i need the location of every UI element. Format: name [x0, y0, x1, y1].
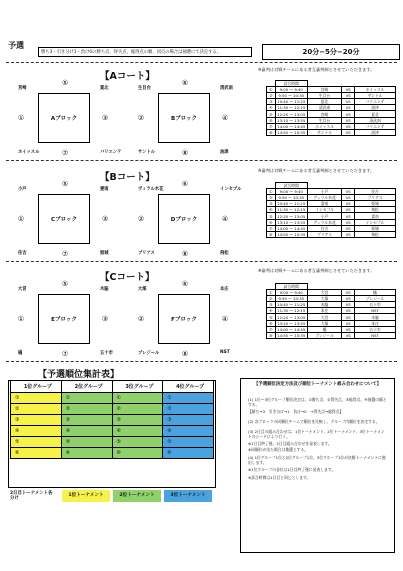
ranking-cell: ④	[112, 426, 163, 437]
away-team: 姫城	[355, 201, 396, 207]
vs-label: VS	[342, 99, 355, 105]
ranking-header: 4位グループ	[163, 381, 214, 393]
match-number: ②	[137, 315, 145, 323]
match-no: ③	[267, 99, 276, 105]
away-team: NST	[355, 308, 396, 314]
match-number: ⑦	[61, 250, 69, 258]
team-bottom-left: ブレジール	[138, 351, 160, 356]
team-bottom-right: 姫城	[100, 251, 109, 256]
match-number: ①	[17, 215, 25, 223]
method-line: (2) 各ブロックの同順位チームで順位を比較し、グループ内順位を決定する。	[248, 419, 380, 424]
match-number: ⑤	[61, 280, 69, 288]
home-team: 木脇	[307, 302, 341, 308]
team-bottom-right: 飛松	[220, 251, 229, 256]
match-time: 11:30 〜 12:15	[275, 105, 307, 111]
match-number: ⑤	[61, 79, 69, 87]
team-top-right: 夏北	[100, 86, 109, 91]
home-team: 本庄	[307, 308, 341, 314]
ranking-cell: ⑤	[163, 437, 214, 448]
ranking-table	[10, 380, 214, 459]
home-team: インセプル	[307, 207, 341, 213]
vs-label: VS	[342, 129, 355, 135]
tournament-1-label: 1位トーナメント	[62, 490, 110, 502]
match-time: 11:30 〜 12:15	[275, 308, 307, 314]
away-team: 木脇	[355, 314, 396, 320]
home-team: ヴィラル木花	[307, 195, 341, 201]
ranking-cell: ⑤	[112, 437, 163, 448]
away-team: バリエンテ	[355, 123, 396, 129]
method-line: (4) 1位グループ1位と2位グループ1位、3位グループ1位が決勝トーナメントに進出します。	[248, 455, 386, 465]
ranking-cell: ①	[11, 393, 62, 404]
home-team: 夏北	[307, 99, 341, 105]
match-no: ⑥	[267, 219, 276, 225]
home-team: 住吉	[307, 225, 341, 231]
match-time: 11:30 〜 12:15	[275, 207, 307, 213]
block-box: Dブロック	[158, 194, 210, 244]
vs-label: VS	[342, 296, 355, 302]
match-no: ⑧	[267, 231, 276, 237]
match-time: 9:00 〜 9:40	[275, 290, 307, 296]
block-box: Bブロック	[158, 93, 210, 143]
away-team: 本庄	[355, 320, 396, 326]
schedule-row	[267, 231, 396, 237]
team-top-right: 妻南	[100, 187, 109, 192]
vs-label: VS	[342, 105, 355, 111]
match-no: ④	[267, 207, 276, 213]
match-number: ⑦	[61, 149, 69, 157]
team-bottom-right: バリエンテ	[100, 150, 122, 155]
match-no: ⑧	[267, 332, 276, 338]
match-time: 10:40 〜 11:25	[275, 201, 307, 207]
ranking-row	[11, 393, 214, 404]
home-team: 大塚	[307, 296, 341, 302]
home-team: 妻南	[307, 201, 341, 207]
team-bottom-left: 橘	[18, 351, 23, 356]
away-team: ブレジール	[355, 296, 396, 302]
match-no: ④	[267, 105, 276, 111]
ranking-cell: ④	[163, 426, 214, 437]
match-number: ①	[17, 114, 25, 122]
team-bottom-right: 五十市	[100, 351, 113, 356]
vs-label: VS	[342, 117, 355, 123]
home-team: 清武南	[307, 105, 341, 111]
match-no: ⑤	[267, 213, 276, 219]
ranking-row	[11, 448, 214, 459]
team-bottom-right: 油津	[220, 150, 229, 155]
ranking-cell: ⑥	[61, 448, 112, 459]
ranking-cell: ④	[11, 426, 62, 437]
home-team: 生目台	[307, 93, 341, 99]
vs-label: VS	[342, 332, 355, 338]
match-time: 10:40 〜 11:25	[275, 99, 307, 105]
away-team: 油津	[355, 129, 396, 135]
match-no: ⑥	[267, 320, 276, 326]
away-team: バリエンテ	[355, 99, 396, 105]
team-top-left: 宮崎	[18, 86, 27, 91]
away-team: NST	[355, 332, 396, 338]
away-team: 五十市	[355, 326, 396, 332]
team-bottom-left: ブリアス	[138, 251, 155, 256]
vs-label: VS	[342, 195, 355, 201]
vs-label: VS	[342, 314, 355, 320]
team-top-right: 本庄	[220, 287, 229, 292]
schedule-row	[267, 195, 396, 201]
ranking-cell: ①	[61, 393, 112, 404]
match-number: ④	[221, 315, 229, 323]
match-time: 9:50 〜 10:35	[275, 93, 307, 99]
home-team: 大宮	[307, 290, 341, 296]
schedule-table	[266, 182, 396, 238]
referee-note: ※審判は対戦チームにある者互審判制とさせていただきます。	[258, 168, 375, 173]
team-bottom-right: NST	[220, 350, 230, 355]
vs-label: VS	[342, 308, 355, 314]
method-line: ※同順位が出た場合は抽選とする。	[248, 447, 309, 452]
match-number: ⑧	[181, 350, 189, 358]
match-number: ⑦	[61, 350, 69, 358]
match-number: ②	[137, 215, 145, 223]
match-no: ③	[267, 302, 276, 308]
vs-label: VS	[342, 320, 355, 326]
match-no: ②	[267, 195, 276, 201]
match-time: 13:10 〜 13:55	[275, 117, 307, 123]
vs-label: VS	[342, 201, 355, 207]
vs-label: VS	[342, 123, 355, 129]
match-time: 9:50 〜 10:35	[275, 195, 307, 201]
ranking-cell: ②	[61, 404, 112, 415]
away-team: ブリアス	[355, 195, 396, 201]
team-top-right: インセプル	[220, 187, 242, 192]
schedule-header: 試合時間	[275, 183, 307, 189]
home-team: 宮崎	[307, 87, 341, 93]
section-divider	[6, 361, 397, 362]
method-line: (1) 1位〜3位グループ順位決定は、①勝ち点、②得失点、③総得点、④抽選の順とする。	[248, 397, 387, 407]
match-time: 13:10 〜 13:55	[275, 219, 307, 225]
ranking-row	[11, 426, 214, 437]
away-team: 夏北	[355, 111, 396, 117]
match-no: ⑦	[267, 326, 276, 332]
match-no: ⑦	[267, 123, 276, 129]
home-team: ヴィラル木花	[307, 219, 341, 225]
ranking-cell: ②	[11, 404, 62, 415]
team-bottom-left: サントル	[138, 150, 155, 155]
vs-label: VS	[342, 290, 355, 296]
match-no: ⑤	[267, 111, 276, 117]
ranking-cell: ⑥	[163, 448, 214, 459]
section-divider	[6, 62, 397, 63]
match-no: ②	[267, 296, 276, 302]
home-team: 大宮	[307, 314, 341, 320]
schedule-row	[267, 332, 396, 338]
method-line: ※1日目終了後、2日目組み合わせを発表します。	[248, 441, 332, 446]
ranking-cell: ③	[11, 415, 62, 426]
away-team: 清武南	[355, 117, 396, 123]
schedule-header: 試合時間	[275, 284, 307, 290]
team-bottom-left: 住吉	[18, 251, 27, 256]
home-team: 大塚	[307, 320, 341, 326]
match-number: ⑥	[181, 180, 189, 188]
vs-label: VS	[342, 326, 355, 332]
schedule-header: 試合時間	[275, 81, 307, 87]
away-team: 姫城	[355, 225, 396, 231]
ranking-row	[11, 437, 214, 448]
match-no: ⑧	[267, 129, 276, 135]
match-number: ③	[101, 215, 109, 223]
vs-label: VS	[342, 213, 355, 219]
home-team: サントル	[307, 129, 341, 135]
vs-label: VS	[342, 189, 355, 195]
ranking-cell: ①	[112, 393, 163, 404]
vs-label: VS	[342, 219, 355, 225]
ranking-cell: ②	[112, 404, 163, 415]
match-no: ①	[267, 290, 276, 296]
ranking-header: 2位グループ	[61, 381, 112, 393]
vs-label: VS	[342, 87, 355, 93]
court-title: 【Cコート】	[100, 272, 155, 283]
home-team: 橘	[307, 326, 341, 332]
match-time: 12:20 〜 13:05	[275, 213, 307, 219]
section-divider	[6, 261, 397, 262]
ranking-title: 【予選順位集計表】	[38, 370, 120, 380]
away-team: 油津	[355, 105, 396, 111]
match-no: ②	[267, 93, 276, 99]
method-line: ※1位グループの各位は1日目終了後に発表します。	[248, 467, 336, 472]
match-no: ⑥	[267, 117, 276, 123]
match-time: 14:50 〜 15:35	[275, 129, 307, 135]
ranking-cell: ②	[163, 404, 214, 415]
match-no: ①	[267, 189, 276, 195]
schedule-row	[267, 219, 396, 225]
match-time: 12:20 〜 13:05	[275, 111, 307, 117]
court-title: 【Bコート】	[100, 172, 155, 183]
ranking-cell: ⑥	[112, 448, 163, 459]
away-team: 五十市	[355, 302, 396, 308]
vs-label: VS	[342, 111, 355, 117]
ranking-header: 1位グループ	[11, 381, 62, 393]
schedule-table	[266, 283, 396, 339]
ranking-cell: ⑤	[61, 437, 112, 448]
match-number: ④	[221, 215, 229, 223]
method-line: 【勝ち→3 引き分け→1 負け→0 →得失点→総得点】	[248, 409, 344, 414]
match-no: ⑦	[267, 225, 276, 231]
match-number: ⑧	[181, 250, 189, 258]
match-no: ①	[267, 87, 276, 93]
home-team: 生目台	[307, 117, 341, 123]
tournament-2-label: 2位トーナメント	[113, 490, 161, 502]
block-box: Eブロック	[38, 294, 90, 344]
match-time: 9:00 〜 9:40	[275, 189, 307, 195]
match-number: ②	[137, 114, 145, 122]
schedule-row	[267, 123, 396, 129]
away-team: ホイッスル	[355, 87, 396, 93]
home-team: ブレジール	[307, 332, 341, 338]
away-team: 妻南	[355, 213, 396, 219]
court-title: 【Aコート】	[100, 71, 155, 82]
rule-note: 勝ち3・引き分け1・負け0の勝ち点、得失点、総得点の順、同点の場合は抽選にて決定する。	[38, 47, 252, 57]
ranking-row	[11, 404, 214, 415]
team-top-left: ヴィラル木花	[138, 187, 164, 192]
match-number: ⑥	[181, 79, 189, 87]
schedule-table	[266, 80, 396, 136]
vs-label: VS	[342, 93, 355, 99]
block-box: Cブロック	[38, 194, 90, 244]
match-number: ⑥	[181, 280, 189, 288]
match-number: ③	[101, 315, 109, 323]
match-time: 14:50 〜 15:35	[275, 231, 307, 237]
team-top-left: 生目台	[138, 86, 151, 91]
away-team: インセプル	[355, 219, 396, 225]
home-team: 小戸	[307, 213, 341, 219]
match-time: 13:10 〜 13:55	[275, 320, 307, 326]
ranking-cell: ①	[163, 393, 214, 404]
away-team: 橘	[355, 290, 396, 296]
schedule-row	[267, 207, 396, 213]
ranking-cell: ⑤	[11, 437, 62, 448]
team-top-left: 大宮	[18, 287, 27, 292]
away-team: サントル	[355, 93, 396, 99]
match-number: ③	[101, 114, 109, 122]
block-box: Aブロック	[38, 93, 90, 143]
match-no: ⑤	[267, 314, 276, 320]
home-team: 宮崎	[307, 111, 341, 117]
vs-label: VS	[342, 302, 355, 308]
team-bottom-left: ホイッスル	[18, 150, 40, 155]
referee-note: ※審判は対戦チームにある者互審判制とさせていただきます。	[258, 268, 375, 273]
vs-label: VS	[342, 207, 355, 213]
match-number: ⑧	[181, 149, 189, 157]
match-time: 14:00 〜 14:45	[275, 123, 307, 129]
away-team: 飛松	[355, 207, 396, 213]
section-divider	[6, 160, 397, 161]
away-team: 住吉	[355, 189, 396, 195]
match-time: 9:00 〜 9:40	[275, 87, 307, 93]
match-no: ④	[267, 308, 276, 314]
team-top-left: 小戸	[18, 187, 27, 192]
home-team: ブリアス	[307, 231, 341, 237]
page-title: 予選	[8, 41, 24, 50]
method-line: (3) 2日目の組み合わせは、1位トーナメント、2位トーナメント、3位トーナメントのシードにより行う。	[248, 429, 385, 439]
ranking-cell: ④	[61, 426, 112, 437]
match-time-format: 20分−5分−20分	[262, 44, 400, 60]
schedule-row	[267, 129, 396, 135]
tournament-3-label: 3位トーナメント	[164, 490, 212, 502]
ranking-header-row	[11, 381, 214, 393]
ranking-header: 3位グループ	[112, 381, 163, 393]
match-number: ④	[221, 114, 229, 122]
ranking-cell: ③	[163, 415, 214, 426]
match-number: ⑤	[61, 180, 69, 188]
match-number: ①	[17, 315, 25, 323]
home-team: ホイッスル	[307, 123, 341, 129]
ranking-cell: ⑥	[11, 448, 62, 459]
away-team: 飛松	[355, 231, 396, 237]
method-line: ※試合時間は1日目と同じとします。	[248, 475, 311, 480]
team-top-right: 清武南	[220, 86, 233, 91]
vs-label: VS	[342, 225, 355, 231]
ranking-cell: ③	[61, 415, 112, 426]
match-time: 14:00 〜 14:45	[275, 326, 307, 332]
method-title: 【予選順位決定方法及び順位トーナメント組み合わせについて】	[253, 382, 382, 387]
home-team: 小戸	[307, 189, 341, 195]
ranking-body	[11, 393, 214, 459]
ranking-row	[11, 415, 214, 426]
match-time: 9:50 〜 10:35	[275, 296, 307, 302]
team-top-right: 木脇	[100, 287, 109, 292]
match-time: 12:20 〜 13:05	[275, 314, 307, 320]
tournament-split-label: 2日目トーナメント各分け	[10, 491, 53, 501]
block-box: Fブロック	[158, 294, 210, 344]
match-time: 10:40 〜 11:25	[275, 302, 307, 308]
match-time: 14:00 〜 14:45	[275, 225, 307, 231]
vs-label: VS	[342, 231, 355, 237]
team-top-left: 大塚	[138, 287, 147, 292]
match-time: 14:50 〜 15:35	[275, 332, 307, 338]
match-no: ③	[267, 201, 276, 207]
ranking-cell: ③	[112, 415, 163, 426]
referee-note: ※審判は対戦チームにある者互審判制とさせていただきます。	[258, 67, 375, 72]
